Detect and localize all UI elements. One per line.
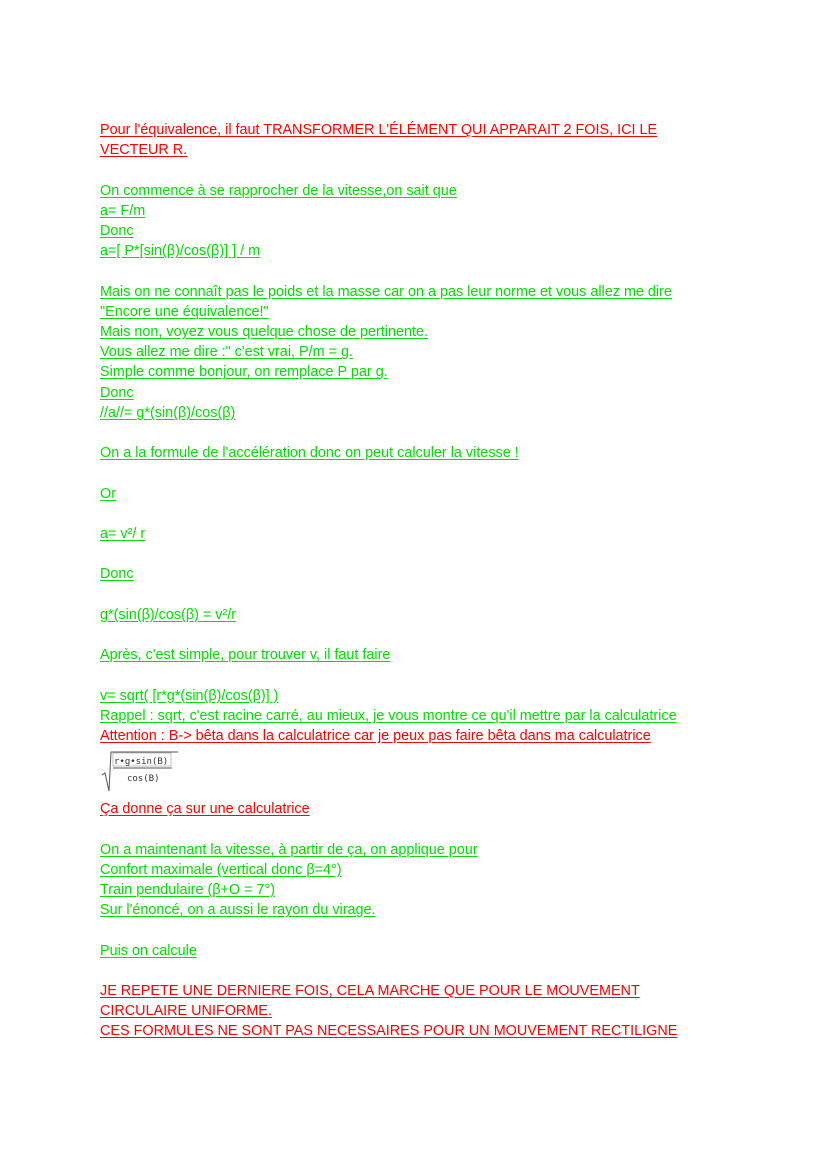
text-line: CIRCULAIRE UNIFORME.: [100, 1003, 272, 1020]
text-line: Puis on calcule: [100, 942, 197, 959]
text-line: Sur l'énoncé, on a aussi le rayon du virage.: [100, 902, 376, 919]
text-line: Après, c'est simple, pour trouver v, il faut faire: [100, 647, 391, 664]
text-line: a= v²/ r: [100, 525, 146, 542]
text-line: JE REPETE UNE DERNIERE FOIS, CELA MARCHE QUE POUR LE MOUVEMENT: [100, 982, 640, 999]
document-body: [100, 120, 740, 1042]
calculator-caption: Ça donne ça sur une calculatrice: [100, 801, 310, 818]
text-section-1: [100, 120, 740, 706]
text-line: Pour l'équivalence, il faut TRANSFORMER L'ÉLÉMENT QUI APPARAIT 2 FOIS, ICI LE: [100, 122, 658, 138]
text-line: g*(sin(β)/cos(β) = v²/r: [100, 606, 237, 623]
formula-denominator: cos(B): [127, 774, 160, 785]
text-line: On a maintenant la vitesse, à partir de ça, on applique pour: [100, 841, 478, 858]
rappel-line: Rappel : sqrt, c'est racine carré, au mieux, je vous montre ce qu'il mettre par la calculatrice: [100, 707, 677, 724]
text-line: a= F/m: [100, 202, 146, 219]
text-line: "Encore une équivalence!": [100, 303, 269, 320]
text-line: VECTEUR R.: [100, 142, 188, 159]
calculator-formula-image: [100, 749, 180, 793]
text-line: //a//= g*(sin(β)/cos(β): [100, 404, 236, 421]
text-line: a=[ P*[sin(β)/cos(β)] ] / m: [100, 243, 261, 260]
text-line: Vous allez me dire :" c'est vrai, P/m = g.: [100, 344, 353, 361]
text-line: Mais non, voyez vous quelque chose de pertinente.: [100, 324, 428, 340]
text-line: On commence à se rapprocher de la vitesse,on sait que: [100, 182, 457, 199]
text-line: v= sqrt( [r*g*(sin(β)/cos(β)] ): [100, 687, 279, 704]
text-section-2: [100, 840, 740, 1042]
attention-line: Attention : B-> bêta dans la calculatrice car je peux pas faire bêta dans ma calculatrice: [100, 727, 651, 744]
text-line: Simple comme bonjour, on remplace P par g.: [100, 364, 388, 381]
text-line: On a la formule de l'accélération donc on peut calculer la vitesse !: [100, 445, 519, 462]
text-line: Mais on ne connaît pas le poids et la masse car on a pas leur norme et vous allez me dire: [100, 283, 672, 300]
formula-numerator: r•g•sin(B): [114, 757, 169, 768]
text-line: CES FORMULES NE SONT PAS NECESSAIRES POUR UN MOUVEMENT RECTILIGNE: [100, 1023, 678, 1040]
text-line: Or: [100, 485, 116, 502]
text-line: Donc: [100, 566, 134, 583]
text-line: Donc: [100, 223, 134, 239]
text-line: Train pendulaire (β+O = 7°): [100, 881, 276, 898]
text-line: Confort maximale (vertical donc β=4°): [100, 861, 342, 878]
text-line: Donc: [100, 384, 134, 401]
